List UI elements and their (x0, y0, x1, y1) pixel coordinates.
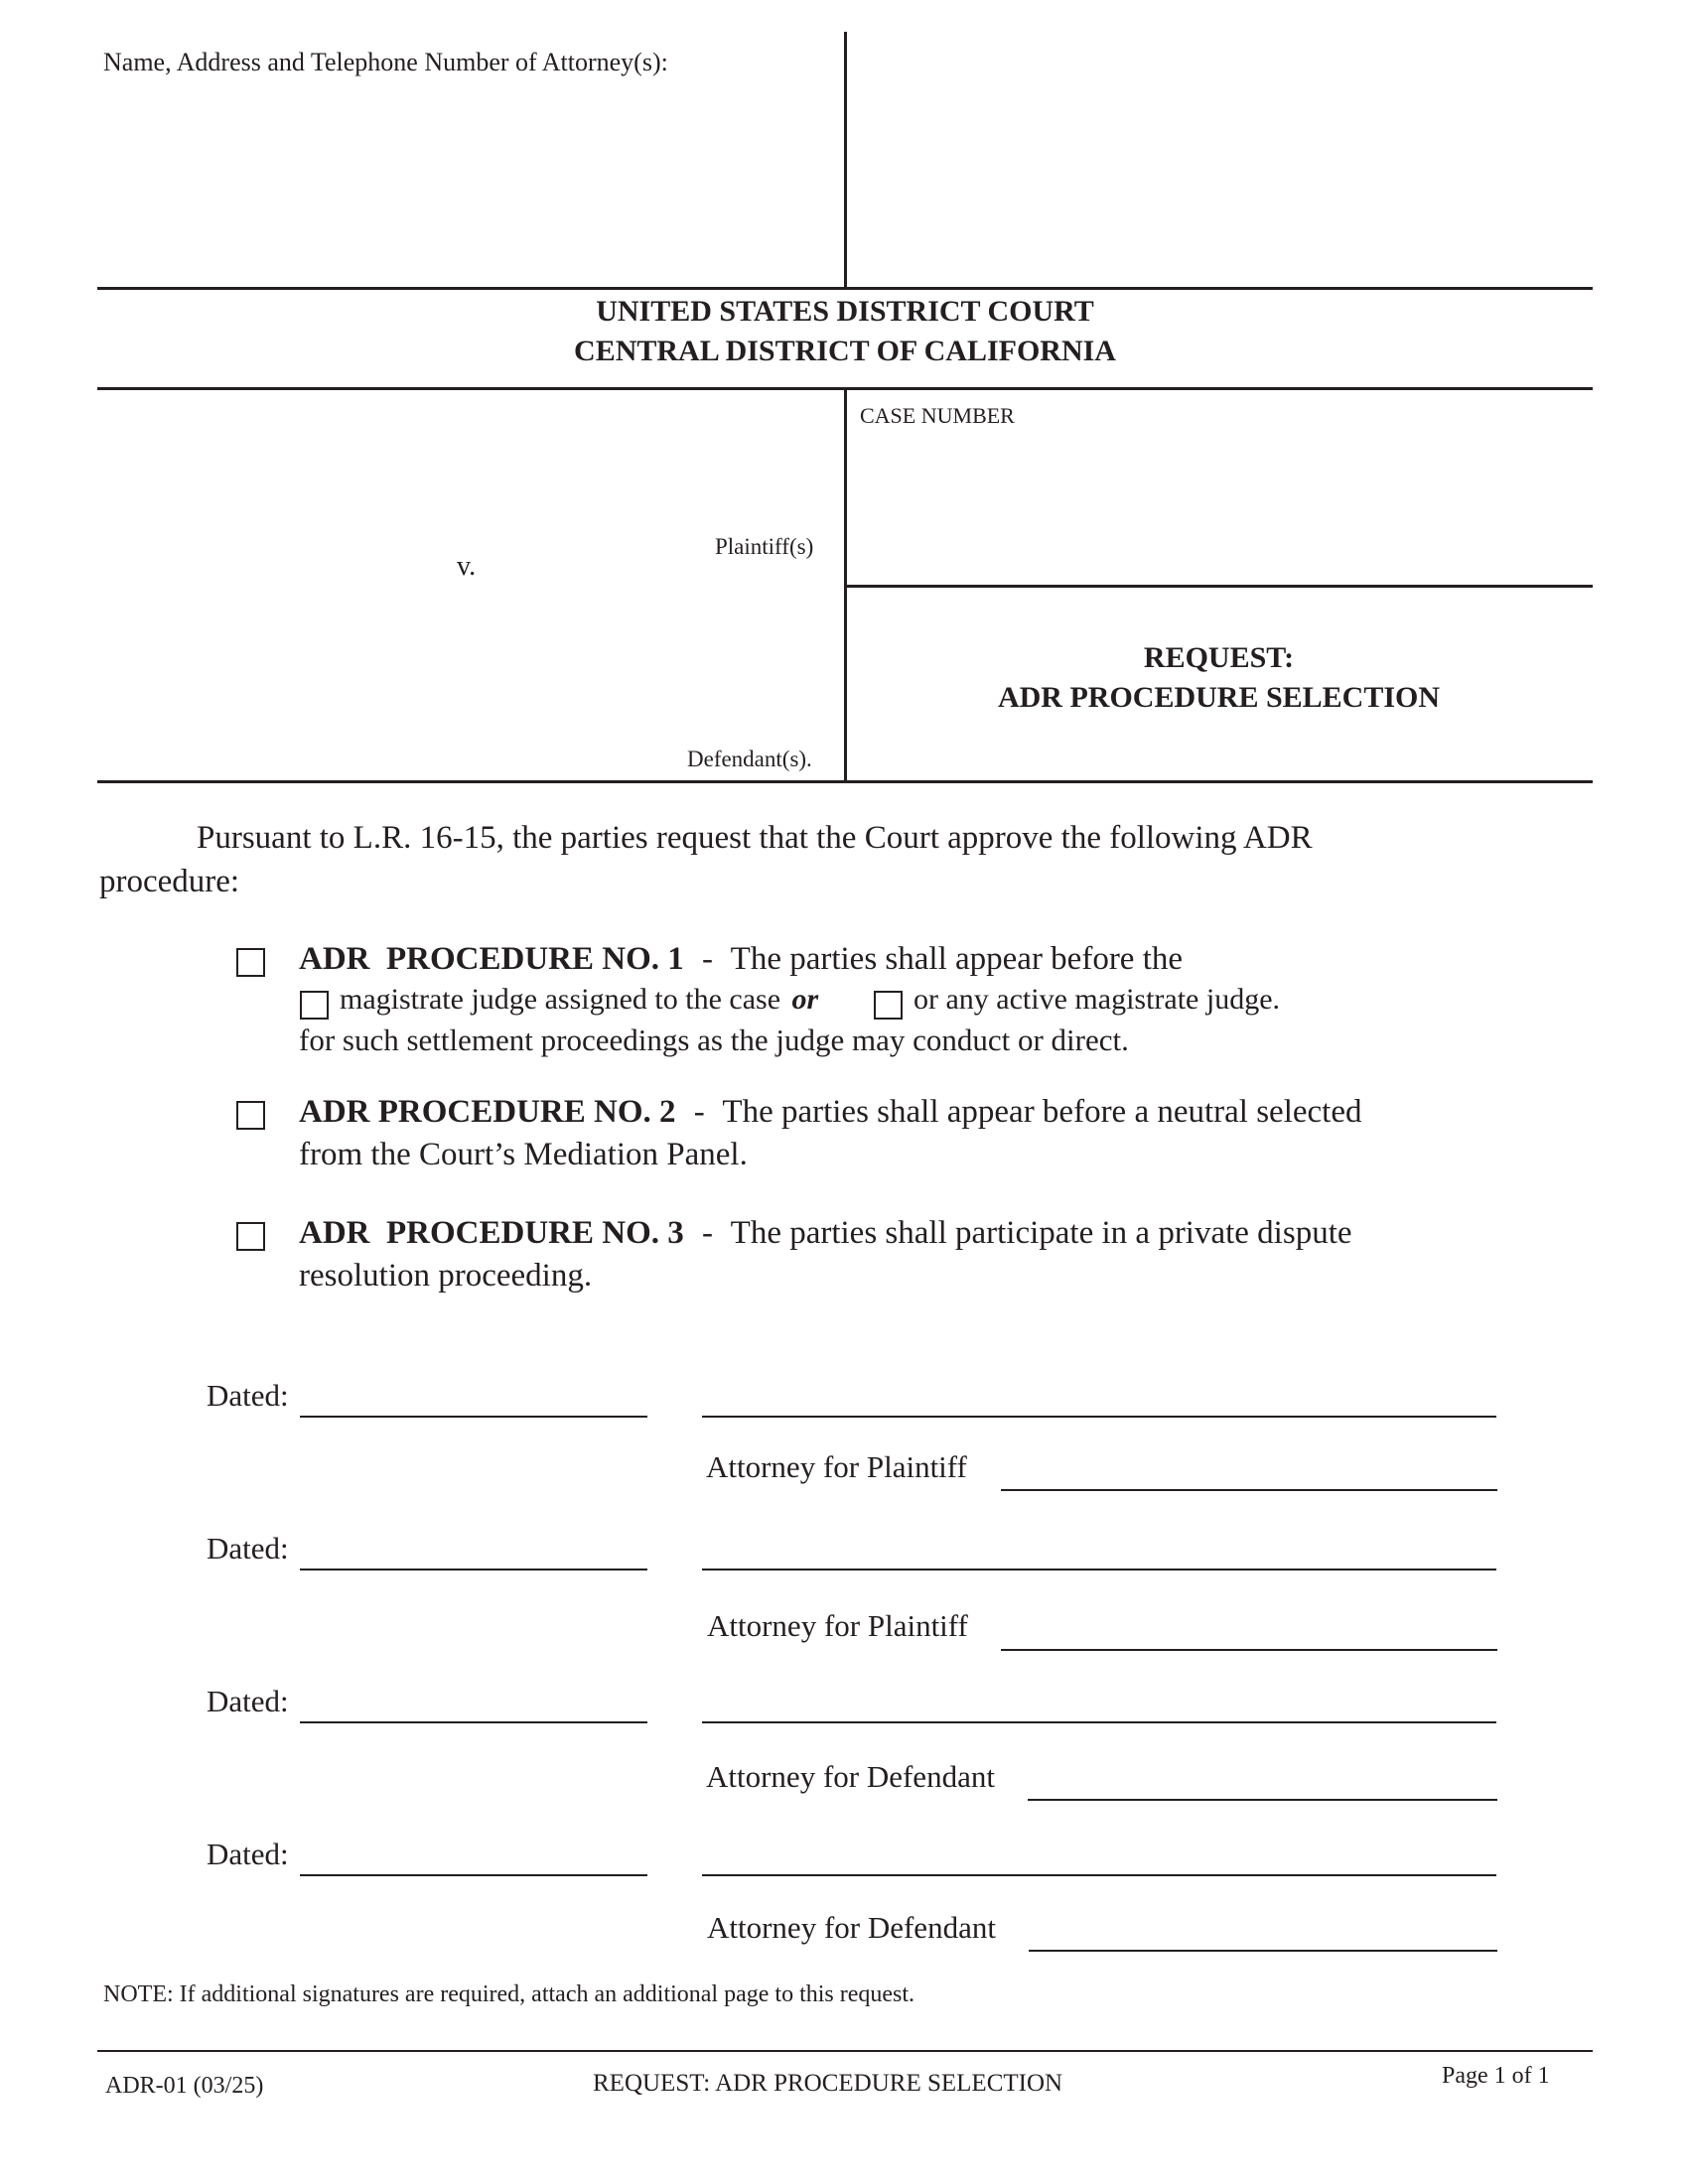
signature-line-4 (702, 1874, 1496, 1876)
form-title-line2: ADR PROCEDURE SELECTION (997, 681, 1441, 714)
date-field-4[interactable] (300, 1833, 647, 1872)
adr-procedure-1-text: The parties shall appear before the (730, 941, 1184, 977)
caption-bottom-rule (97, 780, 1593, 783)
adr-procedure-2-heading: ADR PROCEDURE NO. 2 (299, 1094, 676, 1130)
date-line-3 (300, 1721, 647, 1723)
attorney-label-4: Attorney for Defendant (707, 1910, 996, 1945)
intro-line2: procedure: (99, 864, 240, 899)
footer-form-id: ADR-01 (03/25) (105, 2073, 264, 2099)
attorney-info-label: Name, Address and Telephone Number of Attorney(s): (103, 48, 668, 76)
adr-procedure-3-line2: resolution proceeding. (299, 1258, 593, 1294)
date-line-4 (300, 1874, 647, 1876)
versus-label: v. (457, 551, 477, 582)
case-number-bottom-rule (845, 585, 1593, 588)
adr-procedure-3-line1 (299, 1215, 1352, 1252)
dated-label: Dated: (207, 1378, 289, 1413)
or-word: or (791, 983, 819, 1016)
dated-label: Dated: (207, 1684, 289, 1718)
adr-procedure-2-checkbox[interactable] (236, 1101, 265, 1130)
adr-procedure-1-line3: for such settlement proceedings as the judge may conduct or direct. (299, 1023, 1129, 1057)
attorney-name-field-2[interactable] (1001, 1606, 1497, 1646)
attorney-name-line-4 (1029, 1950, 1497, 1952)
form-title-line1: REQUEST: (1143, 641, 1295, 674)
adr-procedure-2-line2: from the Court’s Mediation Panel. (299, 1137, 748, 1172)
signature-field-4[interactable] (702, 1833, 1496, 1872)
adr-procedure-1-dash: - (702, 941, 713, 977)
intro-line1: Pursuant to L.R. 16-15, the parties request that the Court approve the following ADR (197, 820, 1313, 856)
defendants-field[interactable] (109, 596, 824, 735)
footer-rule (97, 2050, 1593, 2052)
court-header-top-rule (97, 287, 1593, 290)
attorney-box-divider (844, 32, 847, 288)
footer-page-number: Page 1 of 1 (1442, 2063, 1550, 2089)
adr-procedure-1-heading: ADR PROCEDURE NO. 1 (299, 941, 684, 977)
note-text: NOTE: If additional signatures are required, attach an additional page to this request. (103, 1981, 915, 2007)
attorney-label-1: Attorney for Plaintiff (706, 1449, 967, 1484)
adr-procedure-3-text: The parties shall participate in a private dispute (730, 1215, 1352, 1251)
attorney-label-2: Attorney for Plaintiff (707, 1608, 968, 1643)
attorney-name-line-2 (1001, 1649, 1497, 1651)
date-field-3[interactable] (300, 1680, 647, 1719)
defendants-label: Defendant(s). (687, 747, 812, 771)
footer-title: REQUEST: ADR PROCEDURE SELECTION (593, 2070, 1063, 2097)
signature-line-3 (702, 1721, 1496, 1723)
adr-procedure-2-text: The parties shall appear before a neutral selected (722, 1094, 1362, 1130)
attorney-info-field[interactable] (103, 89, 828, 278)
case-number-label: CASE NUMBER (860, 403, 1015, 428)
signature-field-1[interactable] (702, 1374, 1496, 1414)
court-district: CENTRAL DISTRICT OF CALIFORNIA (574, 335, 1116, 367)
plaintiffs-label: Plaintiff(s) (715, 534, 814, 559)
adr-procedure-1-checkbox[interactable] (236, 948, 265, 977)
attorney-name-field-3[interactable] (1028, 1757, 1497, 1797)
signature-field-2[interactable] (702, 1527, 1496, 1567)
attorney-label-3: Attorney for Defendant (706, 1759, 995, 1794)
adr-procedure-1-line2 (340, 983, 818, 1017)
adr-procedure-2-line1 (299, 1094, 1362, 1131)
court-name: UNITED STATES DISTRICT COURT (596, 295, 1094, 328)
adr-procedure-2-dash: - (693, 1094, 705, 1130)
date-line-1 (300, 1416, 647, 1418)
dated-label: Dated: (207, 1531, 289, 1566)
case-number-field[interactable] (860, 447, 1575, 516)
date-field-2[interactable] (300, 1527, 647, 1567)
attorney-name-field-1[interactable] (1001, 1447, 1497, 1487)
plaintiffs-field[interactable] (109, 402, 824, 521)
attorney-name-line-1 (1001, 1489, 1497, 1491)
signature-field-3[interactable] (702, 1680, 1496, 1719)
adr-procedure-1-line1 (299, 941, 1183, 978)
any-magistrate-checkbox[interactable] (874, 991, 903, 1020)
adr-procedure-3-heading: ADR PROCEDURE NO. 3 (299, 1215, 684, 1251)
signature-line-1 (702, 1416, 1496, 1418)
signature-line-2 (702, 1569, 1496, 1570)
attorney-name-line-3 (1028, 1799, 1497, 1801)
date-line-2 (300, 1569, 647, 1570)
adr-procedure-3-dash: - (702, 1215, 713, 1251)
date-field-1[interactable] (300, 1374, 647, 1414)
magistrate-assigned-checkbox[interactable] (300, 991, 329, 1020)
magistrate-assigned-label: magistrate judge assigned to the case (340, 983, 781, 1016)
attorney-name-field-4[interactable] (1029, 1908, 1497, 1948)
dated-label: Dated: (207, 1837, 289, 1871)
adr-procedure-3-checkbox[interactable] (236, 1222, 265, 1251)
any-magistrate-label: or any active magistrate judge. (914, 983, 1281, 1016)
